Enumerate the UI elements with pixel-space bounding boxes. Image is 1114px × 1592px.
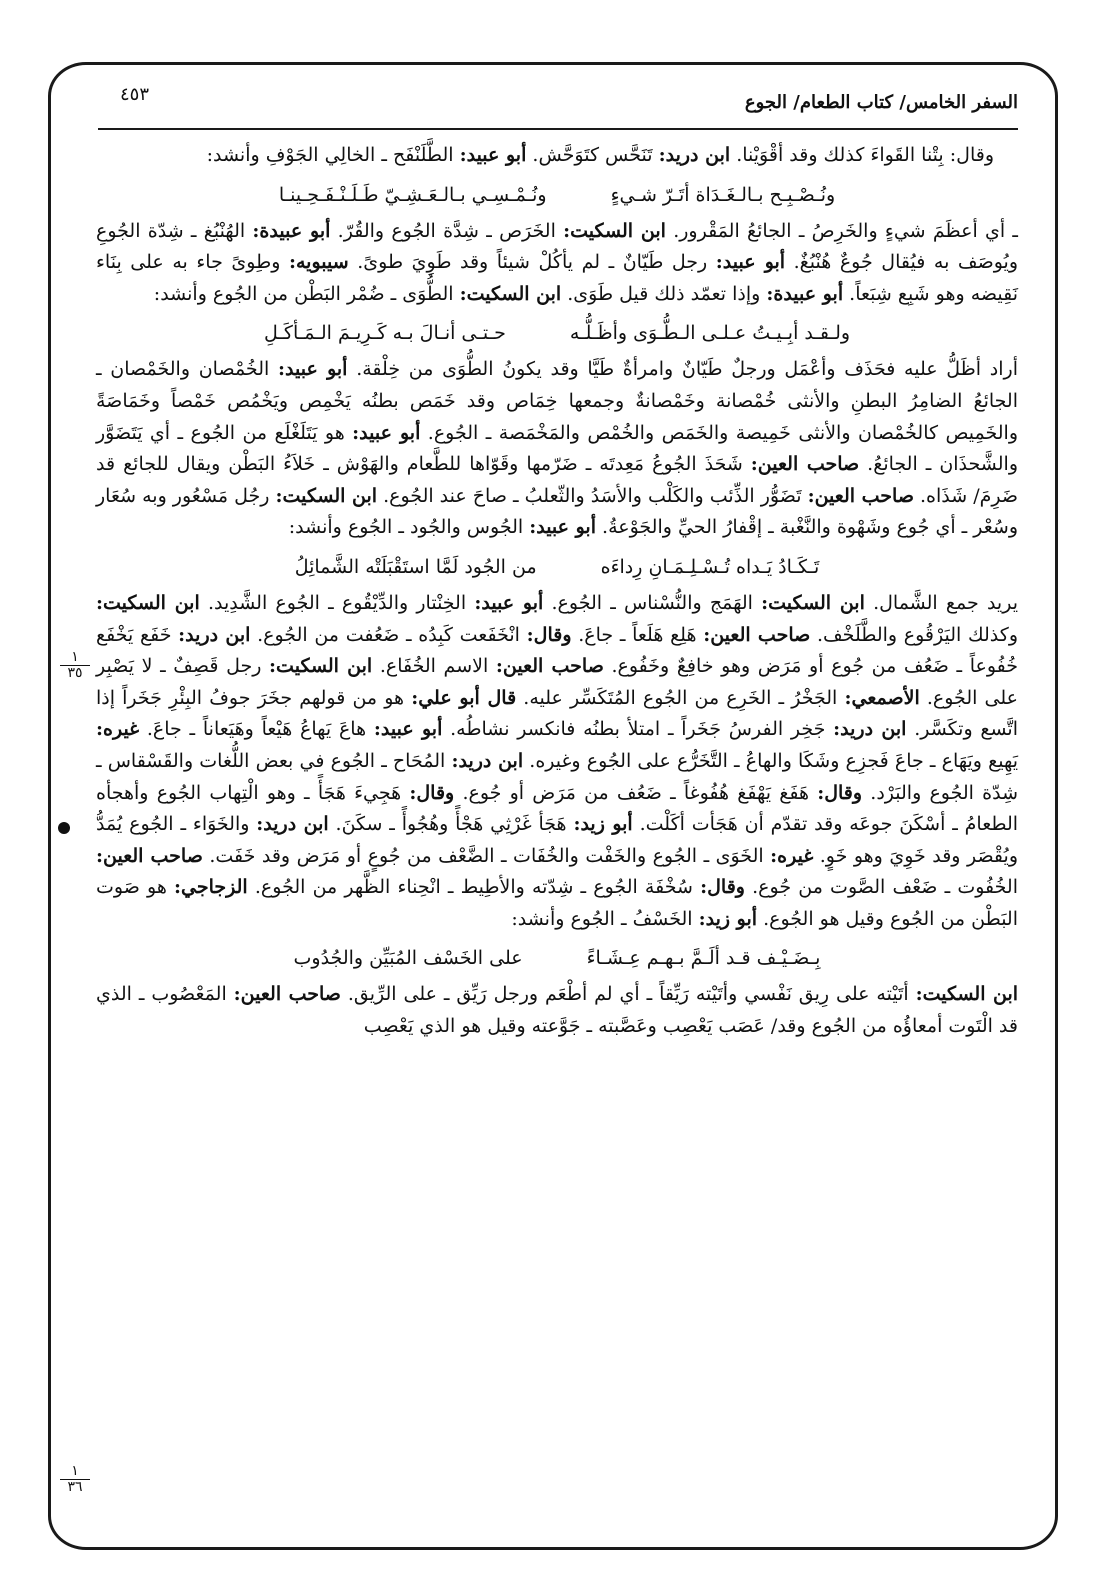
source-name: صاحب العين: — [233, 983, 341, 1006]
text-segment: الخَسْفُ ـ الجُوع وأنشد: — [511, 907, 699, 930]
source-name: ابن السكيت: — [563, 219, 666, 242]
text-segment: هَجَأ غَرْثِي هَجْأً وهُجُوأً ـ سكَنَ. — [328, 813, 574, 836]
text-segment: الخُفُوت ـ ضَعْف الصَّوت من جُوع. — [744, 876, 1018, 899]
text-segment: الخَوَى ـ الجُوع والخَفْت والخُفَات ـ الضَّعْف من جُوعٍ أو مَرَض وقد خَفَت. — [202, 844, 771, 867]
source-name: ابن دريد: — [658, 144, 731, 166]
text-segment: وطِوىً جاء به على بِنَاء نَقِيضه وهو شَبِع شِبَعاً. — [96, 251, 1018, 305]
verse-second-hemistich: على الخَسْف المُبَيِّن والجُدُوب — [293, 947, 523, 970]
source-name: صاحب العين: — [703, 623, 811, 646]
text-segment: يَهِيع ويَهَاع ـ جاعَ فَجزِع وشَكَا والهاعُ ـ التَّخَرُّع على الجُوع وغيره. — [523, 749, 1019, 772]
text-segment: الخِنْتار والدِّيْقُوع ـ الجُوع الشَّدِيد. — [199, 591, 475, 614]
source-name: سيبويه: — [288, 251, 349, 274]
source-name: ابن السكيت: — [96, 591, 200, 614]
source-name: قال أبو علي: — [411, 686, 517, 709]
text-segment: هو من قولهم جخَرَ جوفُ البِئْرِ جَخَراً إذا اتَّسع وتكَسَّر. — [96, 686, 1019, 741]
source-name: أبو زيد: — [573, 813, 633, 836]
margin-marker — [60, 650, 90, 681]
source-name: أبو عبيد: — [352, 421, 421, 444]
verse-first-hemistich: ولـقـد أبِـيـتُ عـلـى الـطُّـوَى وأظَـلُّـه — [569, 322, 851, 345]
text-segment: أتَيْته على رِيق نَفْسي وأتَيْته رَيِّقاً ـ أي لم أطْعَم ورجل رَيِّق ـ على الرِّيق. — [340, 983, 916, 1006]
source-name: صاحب العين: — [750, 453, 860, 476]
source-name: ابن دريد: — [833, 718, 907, 741]
verse — [96, 943, 1018, 973]
source-name: أبو عبيد: — [277, 358, 348, 381]
source-name: أبو عبيد: — [529, 516, 596, 539]
source-name: أبو عبيد: — [459, 144, 527, 166]
text-segment: ـ أي أعظَمَ شيءٍ والخَرِصُ ـ الجائعُ المَقْرور. — [665, 219, 1018, 242]
verse-first-hemistich: ونُـصْـبِـح بـالـغَـدَاة أتَـرّ شـيءٍ — [610, 183, 836, 206]
text-segment: والخَوَاء ـ الجُوع يُمَدُّ ويُقْصَر وقد خَوِيَ وهو خَوٍ. — [96, 813, 1018, 867]
text-segment: المُحَاح ـ الجُوع في بعض اللُّغات والقَسْقاس ـ شِدّة الجُوع والبَرْد. — [96, 749, 1018, 804]
source-name: أبو عبيدة: — [766, 282, 844, 305]
verse-second-hemistich: من الجُود لَمَّا استَقْبَلَتْه الشَّمائِلُ — [294, 555, 537, 578]
source-name: ابن دريد: — [256, 813, 329, 836]
text-segment: الجُوس والجُود ـ الجُوع وأنشد: — [288, 516, 530, 539]
text-segment: أراد أظَلُّ عليه فحَذَف وأعْمَل ورجلٌ طَيّانٌ وامرأةٌ طَيَّا وقد يكونُ الطُّوَى من خِلْقة. — [347, 358, 1018, 381]
verse — [96, 552, 1018, 582]
source-name: ابن دريد: — [178, 623, 251, 646]
source-name: وقال: — [700, 876, 745, 899]
page-number: ٤٥٣ — [120, 84, 150, 105]
paragraph — [96, 354, 1018, 544]
source-name: وقال: — [409, 781, 455, 804]
source-name: غيره: — [96, 718, 140, 741]
text-segment: هاعَ يَهاعُ هَيْعاً وهَيَعاناً ـ جاعَ. — [139, 718, 374, 741]
source-name: الأصمعي: — [844, 686, 920, 709]
verse-first-hemistich: تَـكَـادُ يَـداه تُـسْـلِـمَـانِ رِداءَه — [600, 555, 820, 578]
source-name: ابن دريد: — [451, 749, 524, 772]
text-segment: رجل قَصِفٌ ـ لا يَصْبِر على الجُوع. — [96, 655, 1018, 709]
margin-marker — [60, 1464, 90, 1495]
text-segment: الخُمْصان والخَمْصان ـ الجائعُ الضامِرُ البطنِ والأنثى خُمْصانة وخَمْصانةٌ وجمعها خِمَاص وقد خَمَص بطنُه يَخْمِص ويَخْمُص خَمْصاً وخَمَاصَةً والخَمِيص كالخُمْصان والأنثى خَمِيصة والخَمَص والخُمْص والمَخْمَصة ـ الجُوع. — [96, 358, 1018, 444]
source-name: صاحب العين: — [807, 484, 914, 507]
margin-dot — [58, 822, 70, 834]
text-segment: هَجِيءَ هَجَأً ـ وهو الْتِهاب الجُوع وأهجأه الطعامُ ـ أسْكَنَ جوعَه وقد تقدّم أن هَجَأت أكَلْت. — [96, 781, 1019, 836]
text-segment: انْخَفَعت كَبِدُه ـ ضَعُفت من الجُوع. — [250, 623, 527, 646]
text-segment: وكذلك اليَرْقُوع والطَّلَخْف. — [810, 623, 1018, 646]
text-segment: سُخْفَة الجُوع ـ شِدّته والأطِيط ـ انْحِناء الظَّهر من الجُوع. — [247, 876, 701, 899]
paragraph — [96, 979, 1018, 1042]
source-name: غيره: — [770, 844, 814, 867]
text-segment: الاسم الخُفَاع. — [372, 655, 496, 678]
text-segment: الهَمَج والنُّسْناس ـ الجُوع. — [543, 591, 762, 614]
paragraph — [96, 140, 1018, 172]
page-header — [98, 78, 1018, 130]
source-name: الزجاجي: — [174, 876, 248, 899]
source-name: أبو زيد: — [698, 907, 758, 930]
text-segment: الخَرَص ـ شِدَّة الجُوع والقُرّ. — [330, 219, 564, 242]
verse-second-hemistich: ونُـمْـسِـي بـالـعَـشِـيّ طَـلَـنْـفَـحِـينـا — [278, 183, 547, 206]
text-segment: هو يَتَلَغْلَع من الجُوع ـ أي يَتَضَوَّر والشَّحذَان ـ الجائعُ. — [96, 421, 1018, 476]
text-segment: هَلِع هَلَعاً ـ جاعَ. — [571, 623, 704, 646]
running-head: السفر الخامس/ كتاب الطعام/ الجوع — [744, 92, 1018, 113]
text-segment: جَخِر الفرسُ جَخَراً ـ امتلأ بطنُه فانكسر نشاطُه. — [442, 718, 834, 741]
source-name: صاحب العين: — [495, 655, 604, 678]
text-segment: وقال: بِتْنا القَواءَ كذلك وقد أقْوَيْنا. — [730, 144, 994, 166]
verse — [96, 318, 1018, 348]
source-name: ابن السكيت: — [915, 983, 1019, 1006]
text-segment: هَفَغ يَهْفَغ هُفُوغاً ـ ضَعُف من مَرَض أو جُوع. — [454, 781, 818, 804]
text-segment: خَفَع يَخْفَع خُفُوعاً ـ ضَعُف من جُوع أو مَرَض وهو خافِعٌ وخَفُوع. — [96, 623, 1018, 678]
text-segment: وإذا تعمّد ذلك قيل طَوَى. — [561, 282, 767, 305]
source-name: ابن السكيت: — [761, 591, 865, 614]
text-segment: رجُل مَسْعُور وبه سُعَار وسُعْر ـ أي جُوع وشَهْوة والنَّغْبة ـ إقْفارُ الحيِّ والجَوْعةُ. — [96, 484, 1018, 539]
text-segment: تَنَحَّس كتَوَحَّش. — [526, 144, 659, 166]
verse — [96, 180, 1018, 210]
verse-first-hemistich: بِـضَـيْـف قـد ألَـمَّ بـهـم عِـشَـاءً — [586, 947, 821, 970]
source-name: صاحب العين: — [96, 844, 203, 867]
text-segment: المَعْصُوب ـ الذي قد الْتَوت أمعاؤُه من الجُوع وقد/ عَصَب يَعْصِب وعَصَّبته ـ جَوَّعته وقيل هو الذي يَعْصِب — [96, 983, 1018, 1038]
text-segment: الطَّلَنْفَح ـ الخالِي الجَوْفِ وأنشد: — [206, 144, 460, 166]
text-segment: الطُّوَى ـ ضُمْر البَطْن من الجُوع وأنشد: — [153, 282, 460, 305]
body-text — [96, 140, 1018, 1515]
margin-marker-numerator: ١ — [71, 649, 79, 665]
source-name: ابن السكيت: — [459, 282, 562, 305]
text-segment: الهُنْبُغ ـ شِدّة الجُوعِ ويُوصَف به فيُقال جُوعٌ هُنْبُغٌ. — [96, 219, 1018, 274]
text-segment: رجل طَيّانٌ ـ لم يأكُلْ شيئاً وقد طَوِيَ طوىً. — [348, 251, 716, 274]
source-name: وقال: — [526, 623, 572, 646]
text-segment: شَحَذَ الجُوعُ مَعِدتَه ـ ضَرّمها وقَوّاها للطَّعام والهَوْش ـ خَلاَءُ البَطْن ويقال للجائع قد ضَرِمَ/ شَذَاه. — [96, 453, 1019, 507]
margin-marker-denominator: ٣٥ — [60, 665, 90, 681]
verse-second-hemistich: حـتـى أنـالَ بـه كَـرِيـمَ الـمَـأكَـلِ — [263, 322, 506, 345]
text-segment: يريد جمع الشَّمال. — [864, 591, 1018, 614]
text-segment: الجَخْرُ ـ الخَرِع من الجُوع المُتَكَسِّر عليه. — [516, 686, 845, 709]
source-name: ابن السكيت: — [275, 484, 378, 507]
text-segment: هو صَوت البَطْن من الجُوع وقيل هو الجُوع. — [96, 876, 1018, 930]
source-name: أبو عبيد: — [373, 718, 443, 741]
source-name: ابن السكيت: — [269, 655, 373, 678]
source-name: أبو عبيد: — [474, 591, 544, 614]
source-name: أبو عبيد: — [715, 251, 786, 274]
text-segment: تَضَوُّر الذِّئب والكَلْب والأسَدُ والثّعلبُ ـ صاحَ عند الجُوع. — [377, 484, 808, 507]
margin-marker-numerator: ١ — [71, 1463, 79, 1479]
source-name: أبو عبيدة: — [252, 219, 331, 242]
margin-marker-denominator: ٣٦ — [60, 1479, 90, 1495]
source-name: وقال: — [817, 781, 863, 804]
paragraph — [96, 216, 1018, 311]
paragraph — [96, 588, 1018, 936]
